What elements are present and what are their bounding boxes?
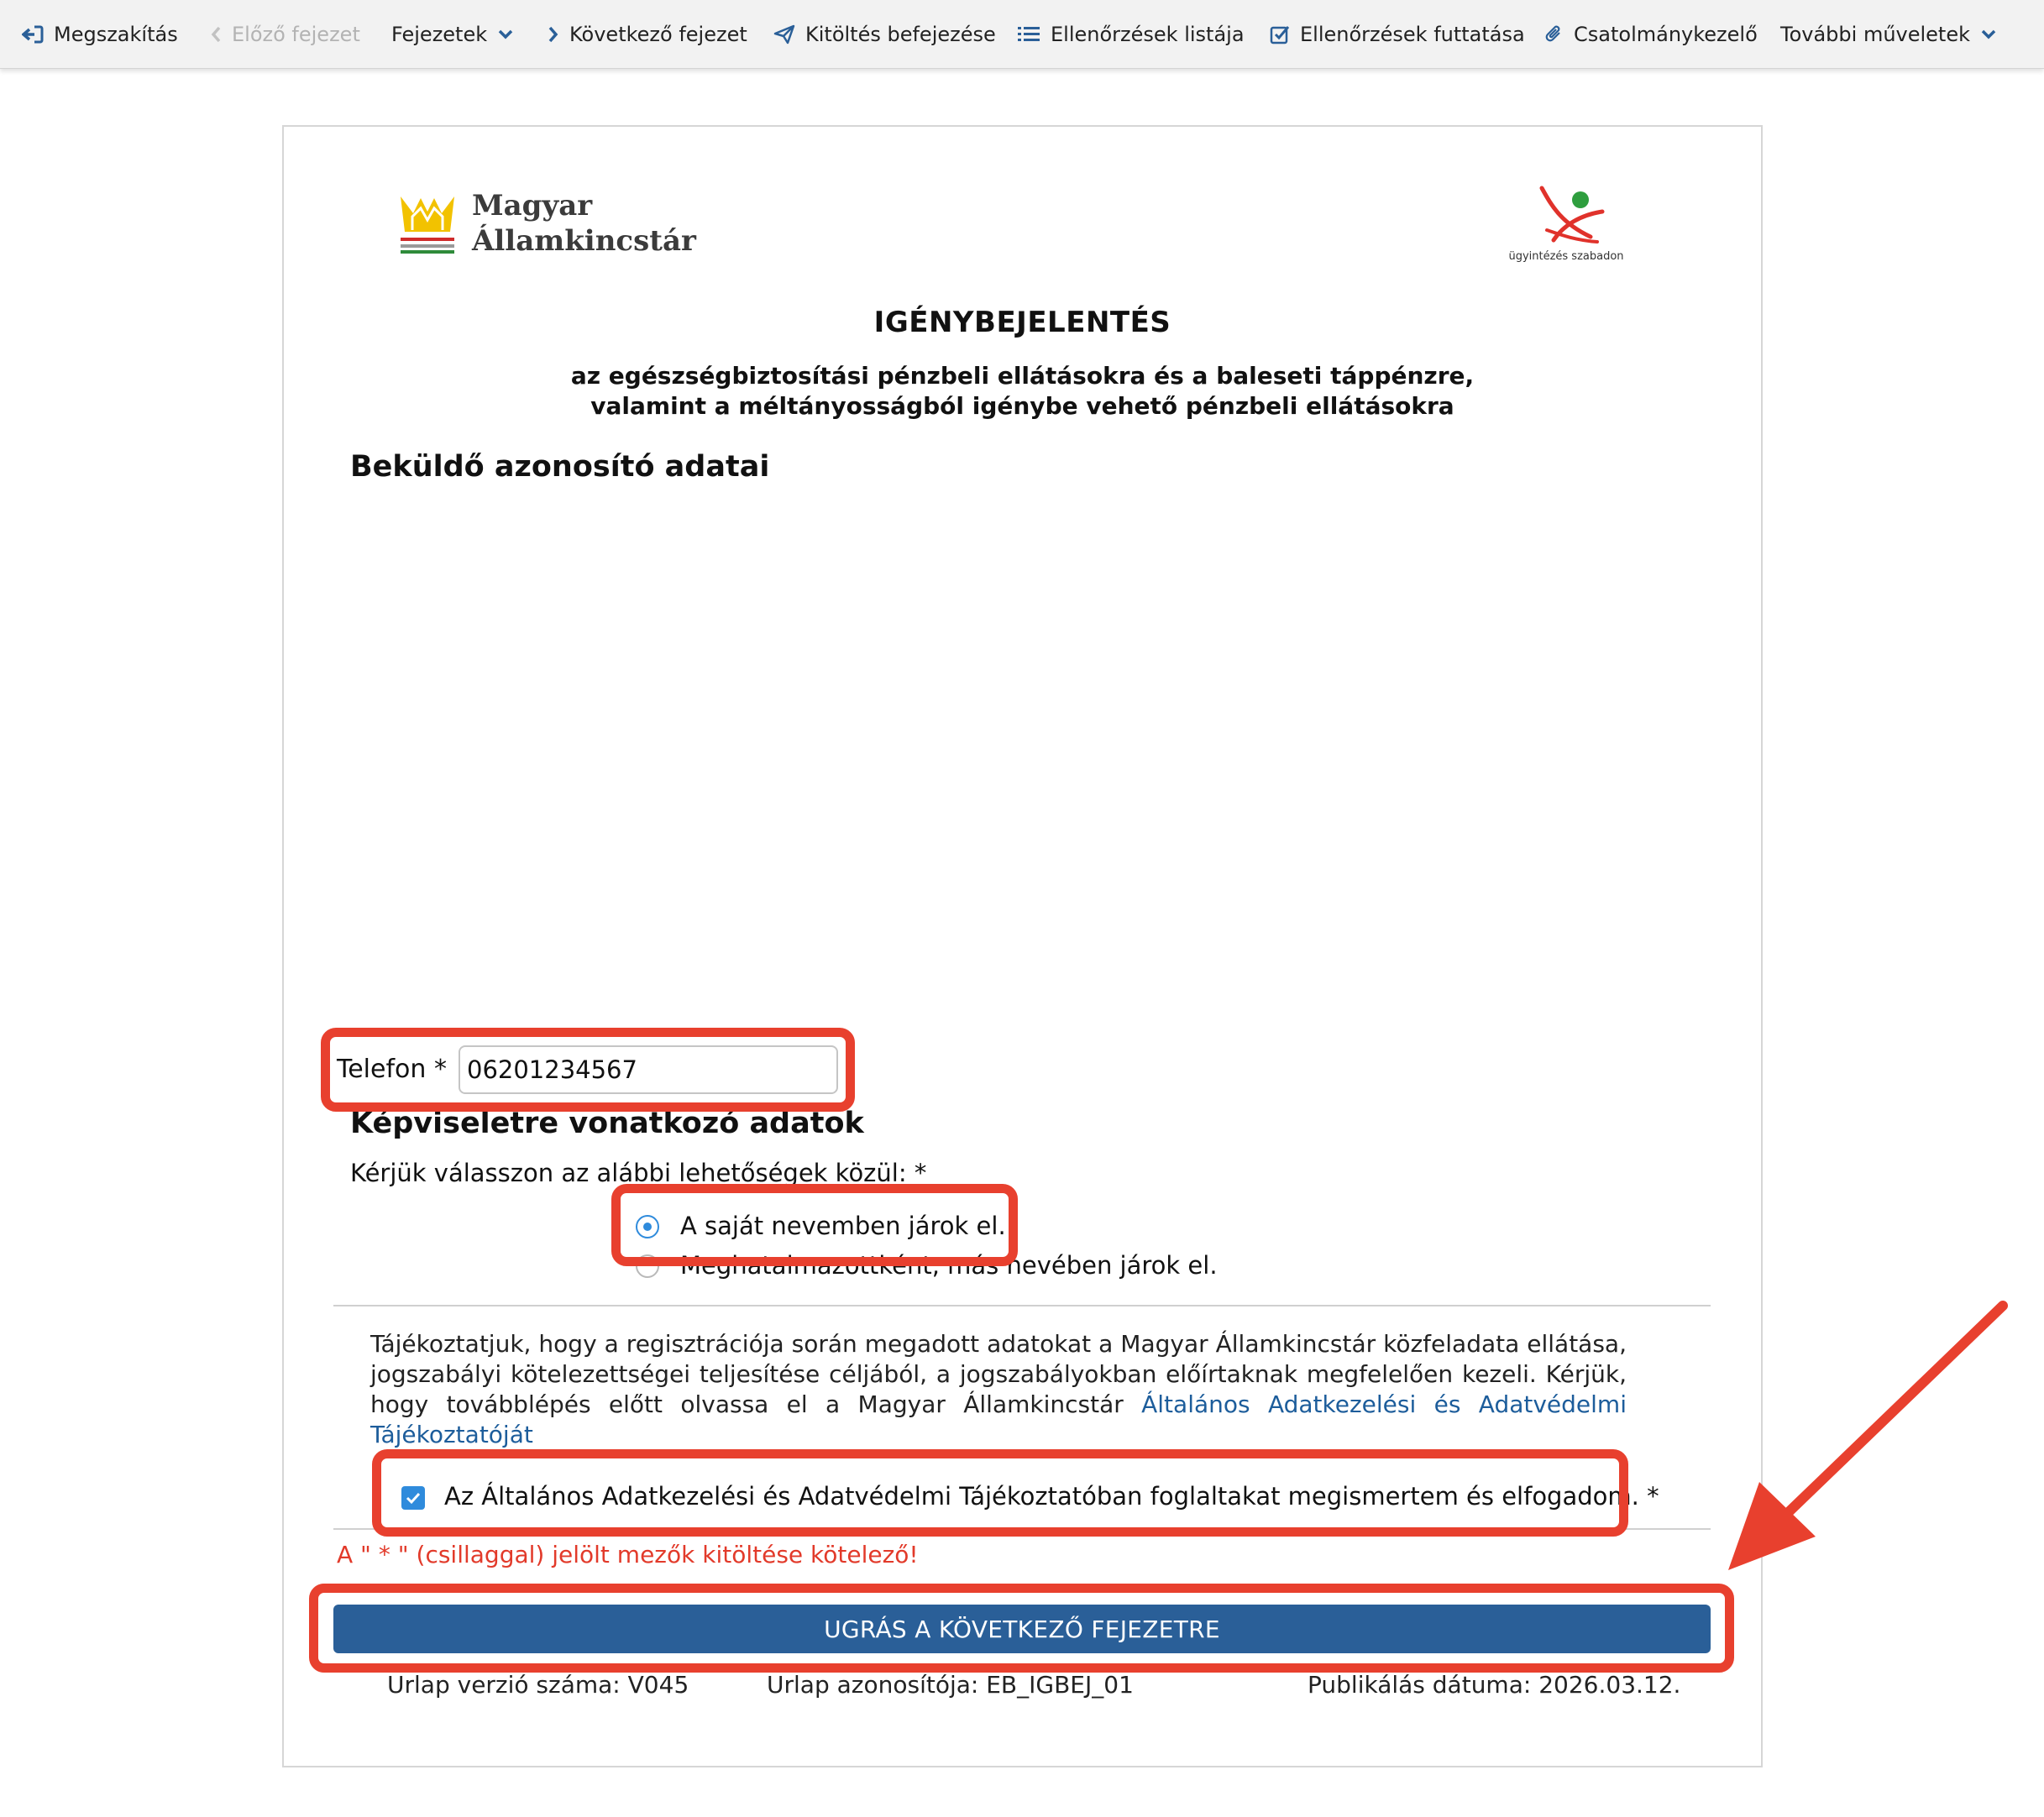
- consent-checkbox[interactable]: [401, 1486, 425, 1510]
- list-icon: [1017, 25, 1040, 44]
- consent-label[interactable]: Az Általános Adatkezelési és Adatvédelmi Tájékoztatóban foglaltakat megismertem és elfogadom. *: [444, 1482, 1659, 1511]
- previous-chapter-label: Előző fejezet: [232, 23, 360, 46]
- magyar-allamkincstar-logo: [398, 188, 696, 259]
- form-subtitle-line1: az egészségbiztosítási pénzbeli ellátásokra és a baleseti táppénzre,: [570, 362, 1475, 390]
- chevron-down-icon: [1980, 29, 1997, 40]
- run-checks-button[interactable]: [1270, 0, 1525, 69]
- publication-date: [1308, 1671, 1680, 1699]
- sender-identification-heading: Beküldő azonosító adatai: [350, 450, 770, 484]
- annotation-arrow-icon: [1713, 1293, 2032, 1579]
- chevron-left-icon: [210, 25, 222, 44]
- ugyintezes-szabadon-logo: [1503, 181, 1629, 269]
- toolbar: [0, 0, 2044, 69]
- next-chapter-main-button[interactable]: UGRÁS A KÖVETKEZŐ FEJEZETRE: [333, 1605, 1711, 1653]
- form-subtitle-line2: valamint a méltányosságból igénybe vehető pénzbeli ellátásokra: [590, 392, 1454, 420]
- form-title: IGÉNYBEJELENTÉS: [873, 306, 1171, 339]
- form-version-value: V045: [627, 1671, 689, 1699]
- form-version: [387, 1671, 689, 1699]
- form-identifier-label: Urlap azonosítója:: [767, 1671, 979, 1699]
- form-identifier: [767, 1671, 1134, 1699]
- cancel-label: Megszakítás: [54, 23, 178, 46]
- radio-own-name[interactable]: [636, 1215, 659, 1238]
- exit-icon: [22, 24, 44, 45]
- finish-filling-label: Kitöltés befejezése: [805, 23, 996, 46]
- checkmark-icon: [401, 1486, 425, 1510]
- chevron-down-icon: [497, 29, 514, 40]
- radio-own-name-label[interactable]: A saját nevemben járok el.: [680, 1212, 1006, 1240]
- next-chapter-label: Következő fejezet: [569, 23, 747, 46]
- attachment-manager-label: Csatolmánykezelő: [1574, 23, 1758, 46]
- form-identifier-value: EB_IGBEJ_01: [986, 1671, 1134, 1699]
- checks-list-label: Ellenőrzések listája: [1051, 23, 1245, 46]
- paper-plane-icon: [773, 24, 795, 45]
- representation-question: Kérjük válasszon az alábbi lehetőségek közül: *: [350, 1159, 927, 1187]
- privacy-info-text: [370, 1329, 1627, 1450]
- cancel-button[interactable]: [22, 0, 178, 69]
- divider-bottom: [333, 1528, 1711, 1530]
- check-square-icon: [1270, 24, 1290, 45]
- previous-chapter-button[interactable]: [210, 0, 360, 69]
- finish-filling-button[interactable]: [773, 0, 996, 69]
- phone-input[interactable]: [459, 1045, 838, 1094]
- privacy-policy-link[interactable]: Általános Adatkezelési és Adatvédelmi Tájékoztatóját: [370, 1390, 1627, 1448]
- logo-text-line1: Magyar: [472, 189, 593, 223]
- privacy-info-body: Tájékoztatjuk, hogy a regisztrációja során megadott adatokat a Magyar Államkincstár közfeladata ellátása, jogszabályi kötelezettségei teljesítése céljából, a jogszabályokban előírtaknak megfelelően kezeli. Kérjük, hogy továbblépés előtt olvassa el a Magyar Államkincstár: [370, 1330, 1627, 1418]
- publication-date-label: Publikálás dátuma:: [1308, 1671, 1532, 1699]
- more-actions-label: További műveletek: [1780, 23, 1971, 46]
- divider-top: [333, 1305, 1711, 1306]
- chapters-label: Fejezetek: [391, 23, 488, 46]
- attachment-manager-button[interactable]: [1545, 0, 1758, 69]
- next-chapter-button[interactable]: [548, 0, 747, 69]
- logo-text-line2: Államkincstár: [472, 224, 696, 258]
- phone-label: Telefon *: [337, 1055, 447, 1084]
- radio-on-behalf[interactable]: [636, 1254, 659, 1278]
- checks-list-button[interactable]: [1017, 0, 1245, 69]
- run-checks-label: Ellenőrzések futtatása: [1300, 23, 1525, 46]
- radio-on-behalf-label[interactable]: Meghatalmazottként, más nevében járok el.: [680, 1251, 1218, 1280]
- publication-date-value: 2026.03.12.: [1538, 1671, 1681, 1699]
- required-fields-note: A " * " (csillaggal) jelölt mezők kitöltése kötelező!: [337, 1541, 919, 1568]
- logo-caption: ügyintézés szabadon: [1508, 250, 1624, 263]
- crown-logo-icon: [398, 191, 457, 255]
- ugyintezes-szabadon-icon: [1503, 181, 1629, 250]
- form-version-label: Urlap verzió száma:: [387, 1671, 621, 1699]
- chapters-dropdown[interactable]: [391, 0, 514, 69]
- chevron-right-icon: [548, 25, 559, 44]
- more-actions-dropdown[interactable]: [1780, 0, 1997, 69]
- representation-heading: Képviseletre vonatkozó adatok: [350, 1107, 864, 1140]
- paperclip-icon: [1545, 24, 1564, 45]
